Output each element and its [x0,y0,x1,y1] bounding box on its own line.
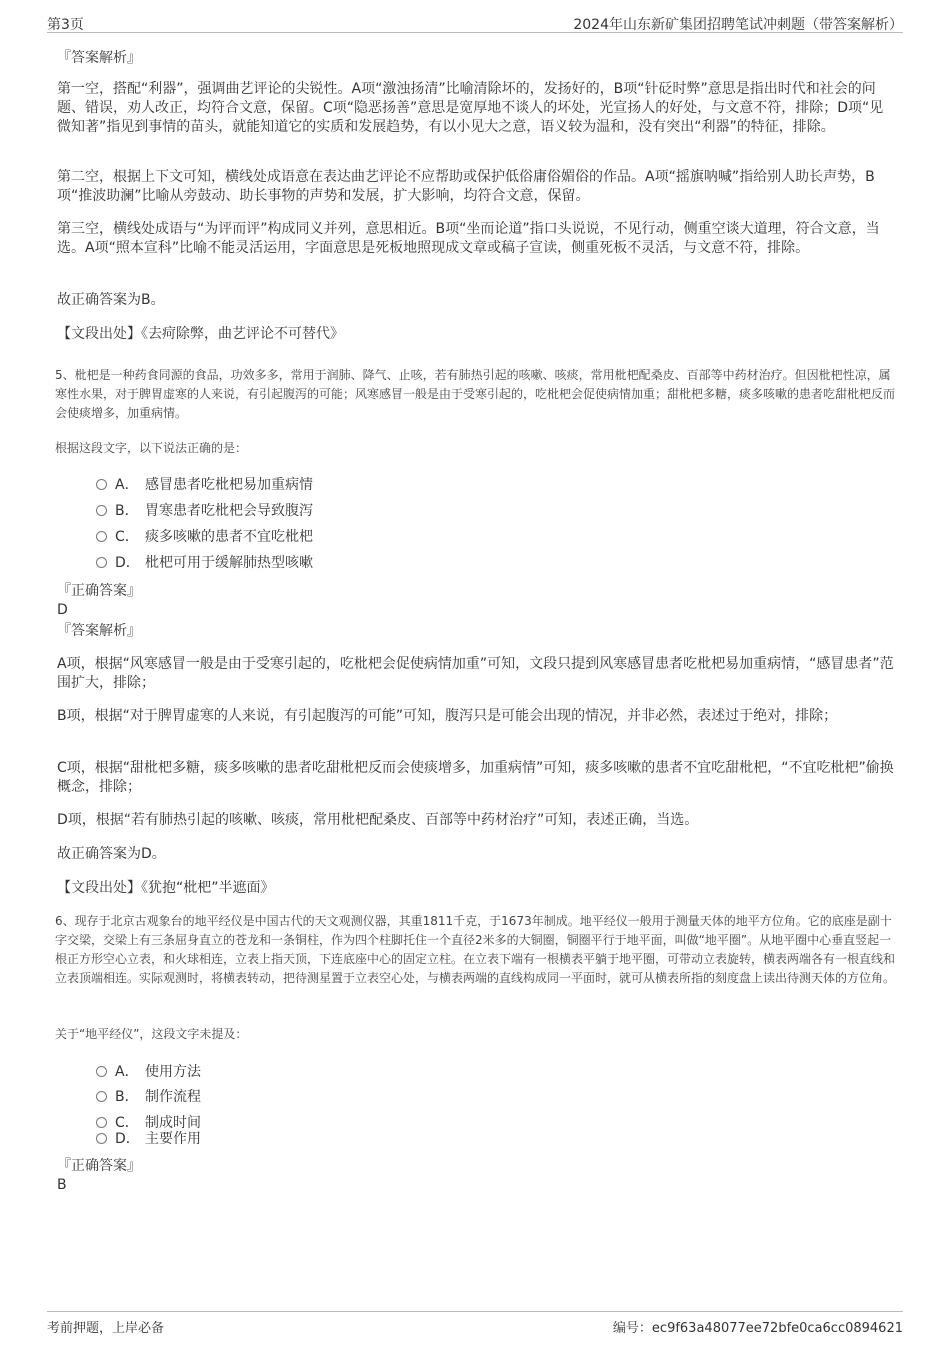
radio-icon[interactable] [96,557,107,568]
q5-source: 【文段出处】《犹抱“枇杷”半遮面》 [57,880,275,896]
radio-icon[interactable] [96,479,107,490]
q4-conclusion: 故正确答案为B。 [57,292,165,308]
q5-option-b[interactable]: B． 胃寒患者吃枇杷会导致腹泻 [96,502,313,520]
q5-analysis-b: B项，根据“对于脾胃虚寒的人来说，有引起腹泻的可能”可知，腹泻只是可能会出现的情况，并非必然，表述过于绝对，排除； [57,708,838,724]
radio-icon[interactable] [96,505,107,516]
q4-analysis-para-3: 第三空，横线处成语与“为评而评”构成同义并列，意思相近。B项“坐而论道”指口头说说，不见行动，侧重空谈大道理，符合文意，当选。A项“照本宣科”比喻不能灵活运用，字面意思是死板地照现成文章或稿子宣读，侧重死板不灵活，与文意不符，排除。 [57,221,880,256]
q5-analysis-d: D项，根据“若有肺热引起的咳嗽、咳痰，常用枇杷配桑皮、百部等中药材治疗”可知，表述正确，当选。 [57,812,699,828]
q5-option-a[interactable]: A． 感冒患者吃枇杷易加重病情 [96,476,313,494]
q4-analysis-label: 『答案解析』 [57,50,141,66]
page-footer [47,1311,903,1338]
q6-prompt: 关于“地平经仪”，这段文字未提及： [55,1027,248,1041]
radio-icon[interactable] [96,531,107,542]
q6-answer: B [57,1177,67,1193]
q6-option-b[interactable]: B． 制作流程 [96,1088,201,1106]
document-title: 2024年山东新矿集团招聘笔试冲刺题（带答案解析） [573,17,903,33]
q5-option-d[interactable]: D． 枇杷可用于缓解肺热型咳嗽 [96,554,313,572]
q4-source: 【文段出处】《去疴除弊，曲艺评论不可替代》 [57,326,344,342]
q6-answer-label: 『正确答案』 [57,1158,141,1174]
page-number: 第3页 [47,17,84,33]
q5-prompt: 根据这段文字，以下说法正确的是： [55,441,248,455]
q6-option-d[interactable]: D． 主要作用 [96,1130,201,1148]
q5-option-c[interactable]: C． 痰多咳嗽的患者不宜吃枇杷 [96,528,313,546]
q6-stem: 6、现存于北京古观象台的地平经仪是中国古代的天文观测仪器，其重1811千克，于1673年制成。地平经仪一般用于测量天体的地平方位角。它的底座是副十字交梁，交梁上有三条屈身直立的苍龙和一条铜柱，作为四个柱脚托住一个直径2米多的大铜圈，铜圈平行于地平面，叫做“地平圈”。从地平圈中心垂直竖起一根正方形空心立表，和火球相连，立表上指天顶，下连底座中心的固定立柱。在立表下端有一根横表平躺于地平圈，可带动立表旋转，横表两端各有一根直线和立表顶端相连。实际观测时，将横表转动，把待测星置于立表空心处，与横表两端的直线构成同一平面时，就可从横表所指的刻度盘上读出待测天体的方位角。 [55,914,896,985]
q5-analysis-a: A项，根据“风寒感冒一般是由于受寒引起的，吃枇杷会促使病情加重”可知，文段只提到风寒感冒患者吃枇杷易加重病情，“感冒患者”范围扩大，排除； [57,656,894,691]
q5-analysis-label: 『答案解析』 [57,623,141,639]
q4-analysis-para-2: 第二空，根据上下文可知，横线处成语意在表达曲艺评论不应帮助或保护低俗庸俗媚俗的作品。A项“摇旗呐喊”指给别人助长声势，B项“推波助澜”比喻从旁鼓动、助长事物的声势和发展，扩大影响，均符合文意，保留。 [57,169,875,204]
q6-option-a[interactable]: A． 使用方法 [96,1063,201,1081]
q5-answer-label: 『正确答案』 [57,583,141,599]
radio-icon[interactable] [96,1066,107,1077]
document-id: 编号：ec9f63a48077ee72bfe0ca6cc0894621 [612,1321,903,1336]
page-header [47,10,903,33]
q5-analysis-c: C项，根据“甜枇杷多糖，痰多咳嗽的患者吃甜枇杷反而会使痰增多，加重病情”可知，痰多咳嗽的患者不宜吃甜枇杷，“不宜吃枇杷”偷换概念，排除； [57,760,894,795]
radio-icon[interactable] [96,1091,107,1102]
q5-conclusion: 故正确答案为D。 [57,846,166,862]
q4-analysis-para-1: 第一空，搭配“利器”，强调曲艺评论的尖锐性。A项“激浊扬清”比喻清除坏的，发扬好的，B项“针砭时弊”意思是指出时代和社会的问题、错误，劝人改正，均符合文意，保留。C项“隐恶扬善”意思是宽厚地不谈人的坏处，光宣扬人的好处，与文意不符，排除；D项“见微知著”指见到事情的苗头，就能知道它的实质和发展趋势，有以小见大之意，语义较为温和，没有突出“利器”的特征，排除。 [57,81,884,135]
footer-slogan: 考前押题，上岸必备 [47,1321,165,1336]
q6-option-c[interactable]: C． 制成时间 [96,1114,201,1132]
q5-stem: 5、枇杷是一种药食同源的食品，功效多多，常用于润肺、降气、止咳，若有肺热引起的咳嗽、咳痰，常用枇杷配桑皮、百部等中药材治疗。但因枇杷性凉，属寒性水果，对于脾胃虚寒的人来说，有引起腹泻的可能；风寒感冒一般是由于受寒引起的，吃枇杷会促使病情加重；甜枇杷多糖，痰多咳嗽的患者吃甜枇杷反而会使痰增多，加重病情。 [55,368,896,420]
q5-answer: D [57,602,68,618]
radio-icon[interactable] [96,1117,107,1128]
radio-icon[interactable] [96,1133,107,1144]
